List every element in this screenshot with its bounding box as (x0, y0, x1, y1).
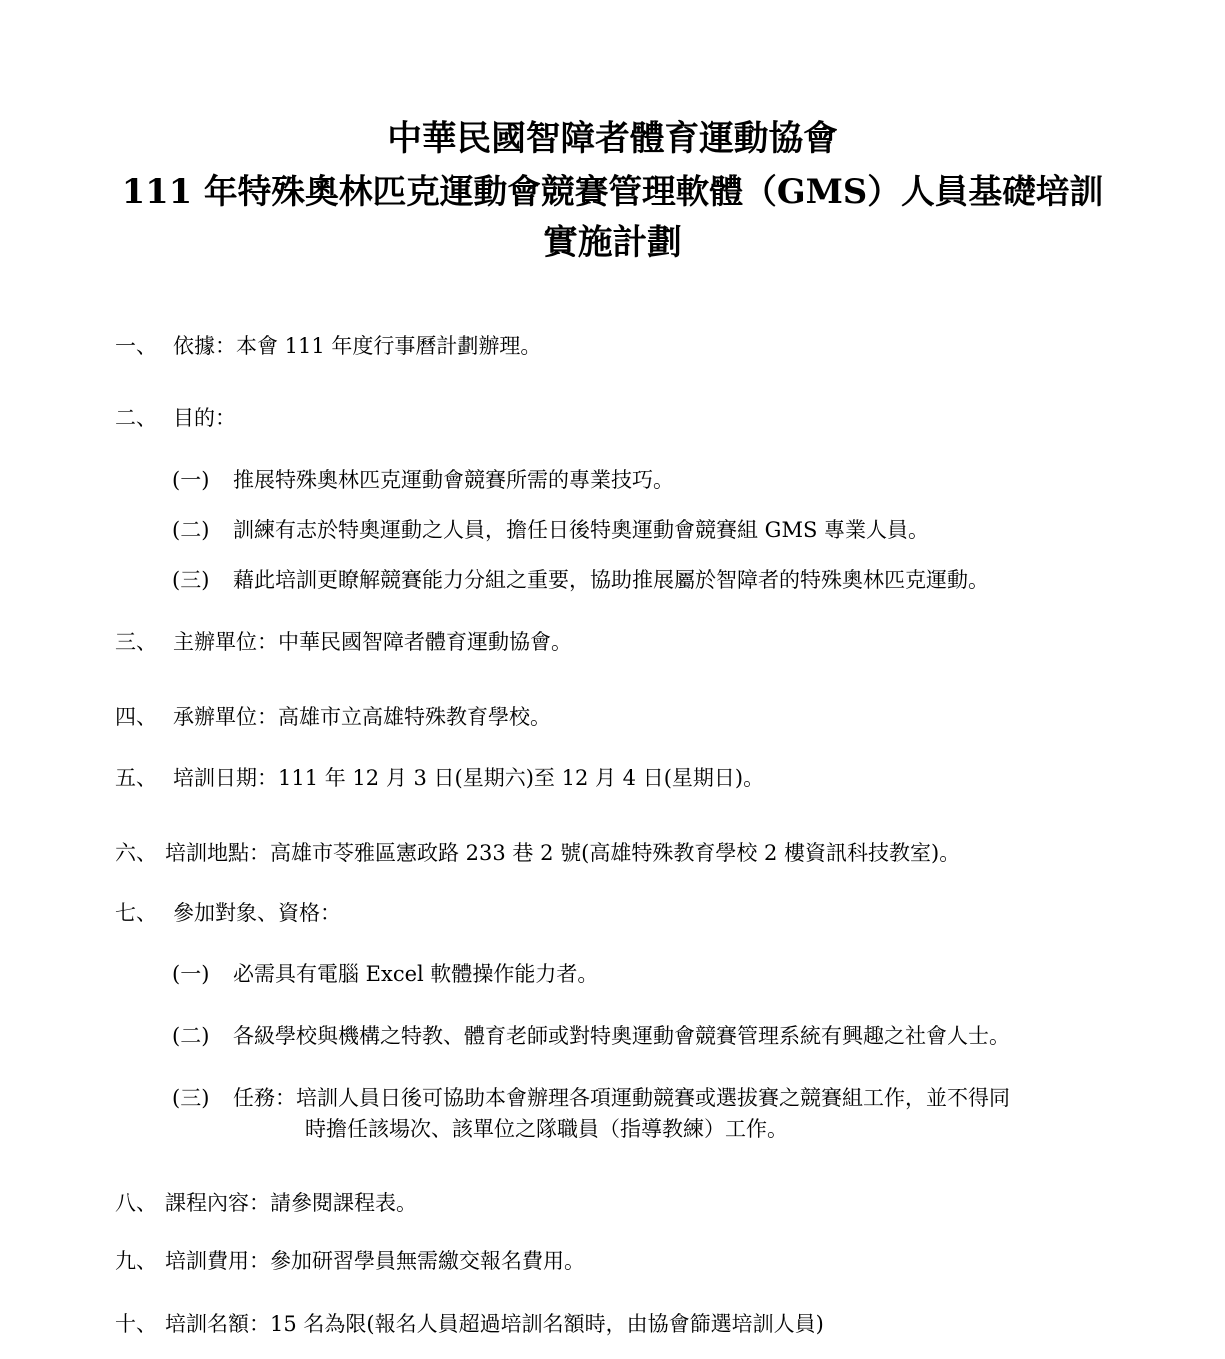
item-number: (一) (172, 468, 210, 492)
item-text: 任務：培訓人員日後可協助本會辦理各項運動競賽或選拔賽之競賽組工作，並不得同 (233, 1086, 1010, 1110)
section-number: 九、 (115, 1249, 157, 1273)
document-title-org: 中華民國智障者體育運動協會 (387, 118, 838, 159)
section-text: 培訓名額：15 名為限(報名人員超過培訓名額時，由協會篩選培訓人員) (165, 1312, 824, 1336)
section-number: 四、 (115, 705, 157, 729)
section-text: 培訓費用：參加研習學員無需繳交報名費用。 (165, 1249, 585, 1273)
section-number: 五、 (115, 766, 157, 790)
section-number: 十、 (115, 1312, 157, 1336)
section-text: 依據：本會 111 年度行事曆計劃辦理。 (173, 334, 542, 358)
section-text: 目的： (173, 406, 236, 430)
item-text: 訓練有志於特奧運動之人員，擔任日後特奧運動會競賽組 GMS 專業人員。 (233, 518, 930, 542)
section-number: 七、 (115, 901, 157, 925)
item-text: 藉此培訓更瞭解競賽能力分組之重要，協助推展屬於智障者的特殊奧林匹克運動。 (233, 568, 989, 592)
item-number: (二) (172, 518, 210, 542)
section-number: 二、 (115, 406, 157, 430)
section-text: 培訓地點：高雄市苓雅區憲政路 233 巷 2 號(高雄特殊教育學校 2 樓資訊科技教室)。 (165, 841, 961, 865)
section-text: 課程內容：請參閱課程表。 (165, 1191, 417, 1215)
section-text: 培訓日期：111 年 12 月 3 日(星期六)至 12 月 4 日(星期日)。 (173, 766, 765, 790)
section-number: 六、 (115, 841, 157, 865)
section-number: 三、 (115, 630, 157, 654)
item-number: (二) (172, 1024, 210, 1048)
document-title-program: 111 年特殊奧林匹克運動會競賽管理軟體（GMS）人員基礎培訓 (121, 171, 1104, 211)
item-text: 推展特殊奧林匹克運動會競賽所需的專業技巧。 (233, 468, 674, 492)
section-number: 八、 (115, 1191, 157, 1215)
section-text: 主辦單位：中華民國智障者體育運動協會。 (173, 630, 572, 654)
item-text: 各級學校與機構之特教、體育老師或對特奧運動會競賽管理系統有興趣之社會人士。 (233, 1024, 1010, 1048)
item-number: (一) (172, 962, 210, 986)
item-text: 必需具有電腦 Excel 軟體操作能力者。 (233, 962, 599, 986)
section-text: 參加對象、資格： (173, 901, 341, 925)
item-number: (三) (172, 568, 210, 592)
section-number: 一、 (115, 334, 157, 358)
item-number: (三) (172, 1086, 210, 1110)
document-title-plan: 實施計劃 (543, 222, 682, 263)
section-text: 承辦單位：高雄市立高雄特殊教育學校。 (173, 705, 551, 729)
item-text-continued: 時擔任該場次、該單位之隊職員（指導教練）工作。 (305, 1117, 788, 1141)
